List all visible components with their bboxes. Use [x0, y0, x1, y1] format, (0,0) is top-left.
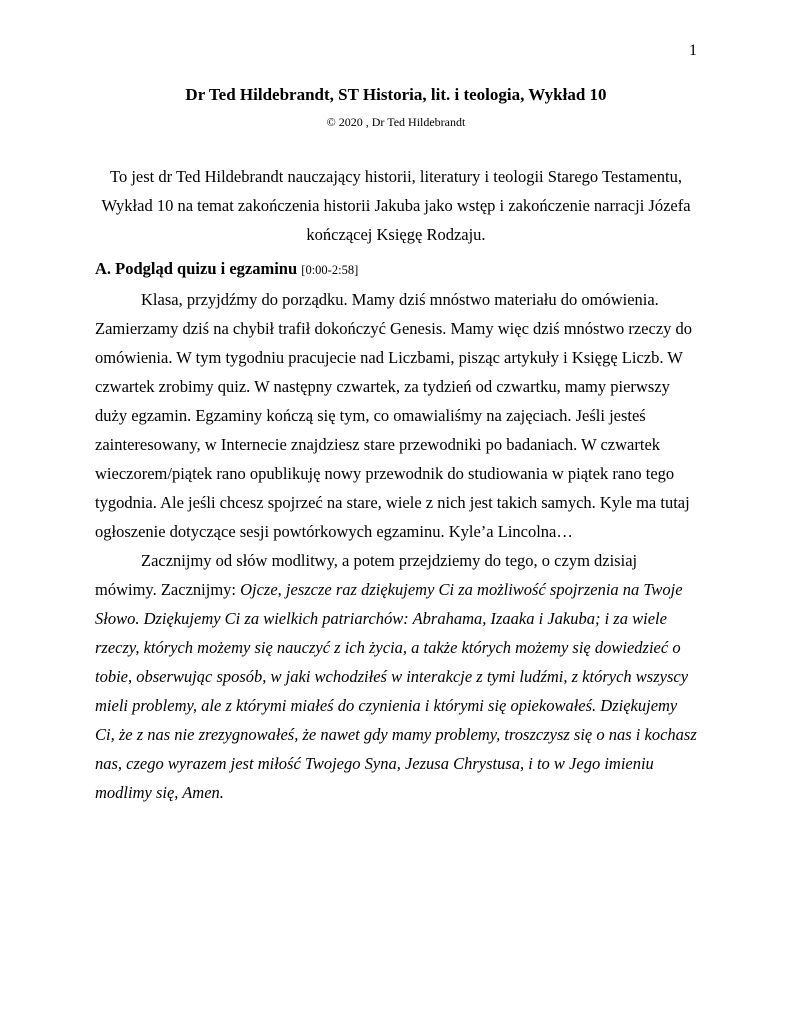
body-paragraph-overview: Klasa, przyjdźmy do porządku. Mamy dziś mnóstwo materiału do omówienia. Zamierzamy dziś na chybił trafił dokończyć Genesis. Mamy więc dziś mnóstwo rzeczy do omówienia. W tym tygodniu pracujecie nad Liczbami, pisząc artykuły i Księgę Liczb. W czwartek zrobimy quiz. W następny czwartek, za tydzień od czwartku, mamy pierwszy duży egzamin. Egzaminy kończą się tym, co omawialiśmy na zajęciach. Jeśli jesteś zainteresowany, w Internecie znajdziesz stare przewodniki po badaniach. W czwartek wieczorem/piątek rano opublikuję nowy przewodnik do studiowania w piątek rano tego tygodnia. Ale jeśli chcesz spojrzeć na stare, wiele z nich jest takich samych. Kyle ma tutaj ogłoszenie dotyczące sesji powtórkowych egzaminu. Kyle’a Lincolna… — [95, 290, 693, 541]
page-number: 1 — [689, 42, 697, 59]
section-heading — [95, 254, 697, 285]
intro-paragraph: To jest dr Ted Hildebrandt nauczający historii, literatury i teologii Starego Testamentu, Wykład 10 na temat zakończenia historii Jakuba jako wstęp i zakończenie narracji Józefa kończącej Księgę Rodzaju. — [101, 167, 691, 244]
section-heading-text: A. Podgląd quizu i egzaminu — [95, 259, 302, 278]
body-paragraph-prayer — [95, 546, 697, 807]
copyright-line: © 2020 , Dr Ted Hildebrandt — [326, 115, 466, 129]
document-title: Dr Ted Hildebrandt, ST Historia, lit. i teologia, Wykład 10 — [185, 85, 607, 104]
prayer-italic-text: Ojcze, jeszcze raz dziękujemy Ci za możliwość spojrzenia na Twoje Słowo. Dziękujemy Ci za wielkich patriarchów: Abrahama, Izaaka i Jakuba; i za wiele rzeczy, których możemy się nauczyć z ich życia, a także których możemy się dowiedzieć o tobie, obserwując sposób, w jaki wchodziłeś w interakcje z tymi ludźmi, z których wszyscy mieli problemy, ale z którymi miałeś do czynienia i którymi się opiekowałeś. Dziękujemy Ci, że z nas nie zrezygnowałeś, że nawet gdy mamy problemy, troszczysz się o nas i kochasz nas, czego wyrazem jest miłość Twojego Syna, Jezusa Chrystusa, i to w Jego imieniu modlimy się, Amen. — [95, 580, 697, 802]
prayer-lead-text: Zacznijmy od słów modlitwy, a potem przejdziemy do tego, o czym dzisiaj mówimy. Zacznijmy: — [95, 551, 638, 599]
section-timestamp: [0:00-2:58] — [301, 263, 359, 277]
